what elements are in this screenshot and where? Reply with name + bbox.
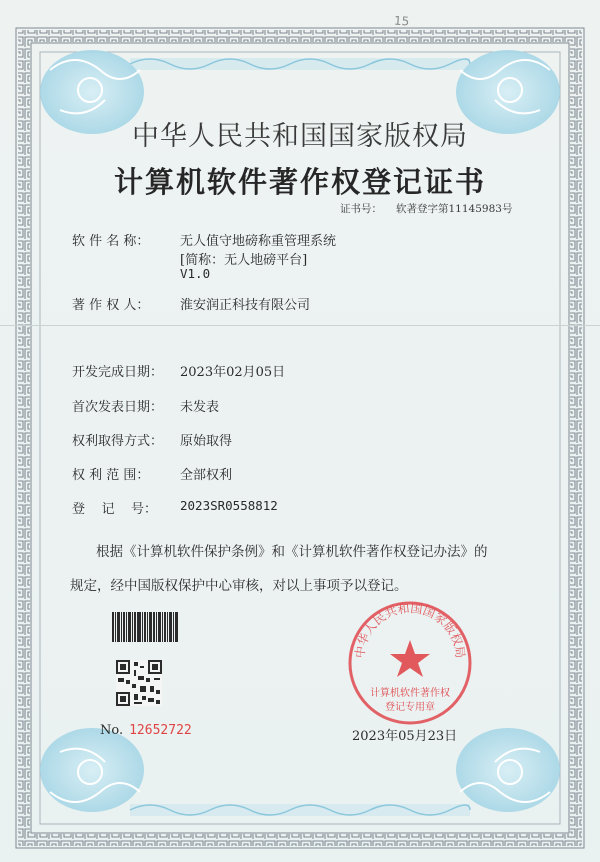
acquisition-value: 原始取得: [180, 434, 233, 449]
issue-date: 2023年05月23日: [352, 729, 458, 744]
certificate-title: 计算机软件著作权登记证书: [113, 165, 486, 199]
barcode-icon: [112, 612, 178, 642]
completion-date-label: 开发完成日期：: [72, 365, 164, 380]
statement-line-1: 根据《计算机软件保护条例》和《计算机软件著作权登记办法》的: [96, 544, 488, 560]
field-registration-no: [72, 498, 278, 517]
seal-inner-line-2: 登记专用章: [385, 702, 435, 713]
owner-value: 淮安润正科技有限公司: [180, 298, 311, 313]
seal-star-icon: [390, 640, 430, 677]
corner-ornament-bl: [40, 728, 144, 812]
certificate-number: [340, 201, 512, 216]
serial-label: No.: [100, 723, 124, 738]
owner-label: 著 作 权 人：: [72, 298, 150, 313]
field-acquisition: [72, 430, 233, 449]
field-scope: [72, 464, 233, 483]
seal-inner-line-1: 计算机软件著作权: [370, 688, 450, 699]
software-short-name: [简称：无人地磅平台]: [180, 253, 308, 268]
seal-ring-text: 中华人民共和国国家版权局: [352, 601, 468, 659]
fold-line: [0, 325, 600, 326]
serial-value: 12652722: [129, 723, 192, 738]
cert-no-label: 证书号：: [340, 203, 382, 215]
completion-date-value: 2023年02月05日: [180, 365, 286, 380]
issuer-title: 中华人民共和国国家版权局: [132, 121, 468, 152]
field-completion-date: [72, 361, 286, 380]
registration-no-value: 2023SR0558812: [180, 498, 278, 513]
corner-ornament-br: [456, 728, 560, 812]
first-publication-label: 首次发表日期：: [72, 400, 164, 415]
pencil-mark: 15: [393, 13, 410, 29]
scope-value: 全部权利: [180, 468, 233, 483]
software-name-label: 软 件 名 称：: [72, 234, 150, 249]
first-publication-value: 未发表: [180, 400, 220, 415]
registration-no-label: 登 记 号：: [72, 502, 158, 517]
acquisition-label: 权利取得方式：: [72, 434, 164, 449]
scope-label: 权 利 范 围：: [72, 468, 150, 483]
statement-line-2: 规定，经中国版权保护中心审核，对以上事项予以登记。: [70, 578, 408, 594]
serial-number: [100, 723, 192, 738]
field-owner: [72, 294, 311, 313]
field-first-publication: [72, 396, 220, 415]
software-version: V1.0: [180, 266, 211, 281]
software-name-value: 无人值守地磅称重管理系统: [180, 234, 337, 249]
field-software-name: [72, 230, 337, 249]
qr-code-icon: [116, 660, 162, 706]
cert-no-value: 软著登字第11145983号: [396, 203, 513, 215]
official-seal: [345, 598, 475, 728]
